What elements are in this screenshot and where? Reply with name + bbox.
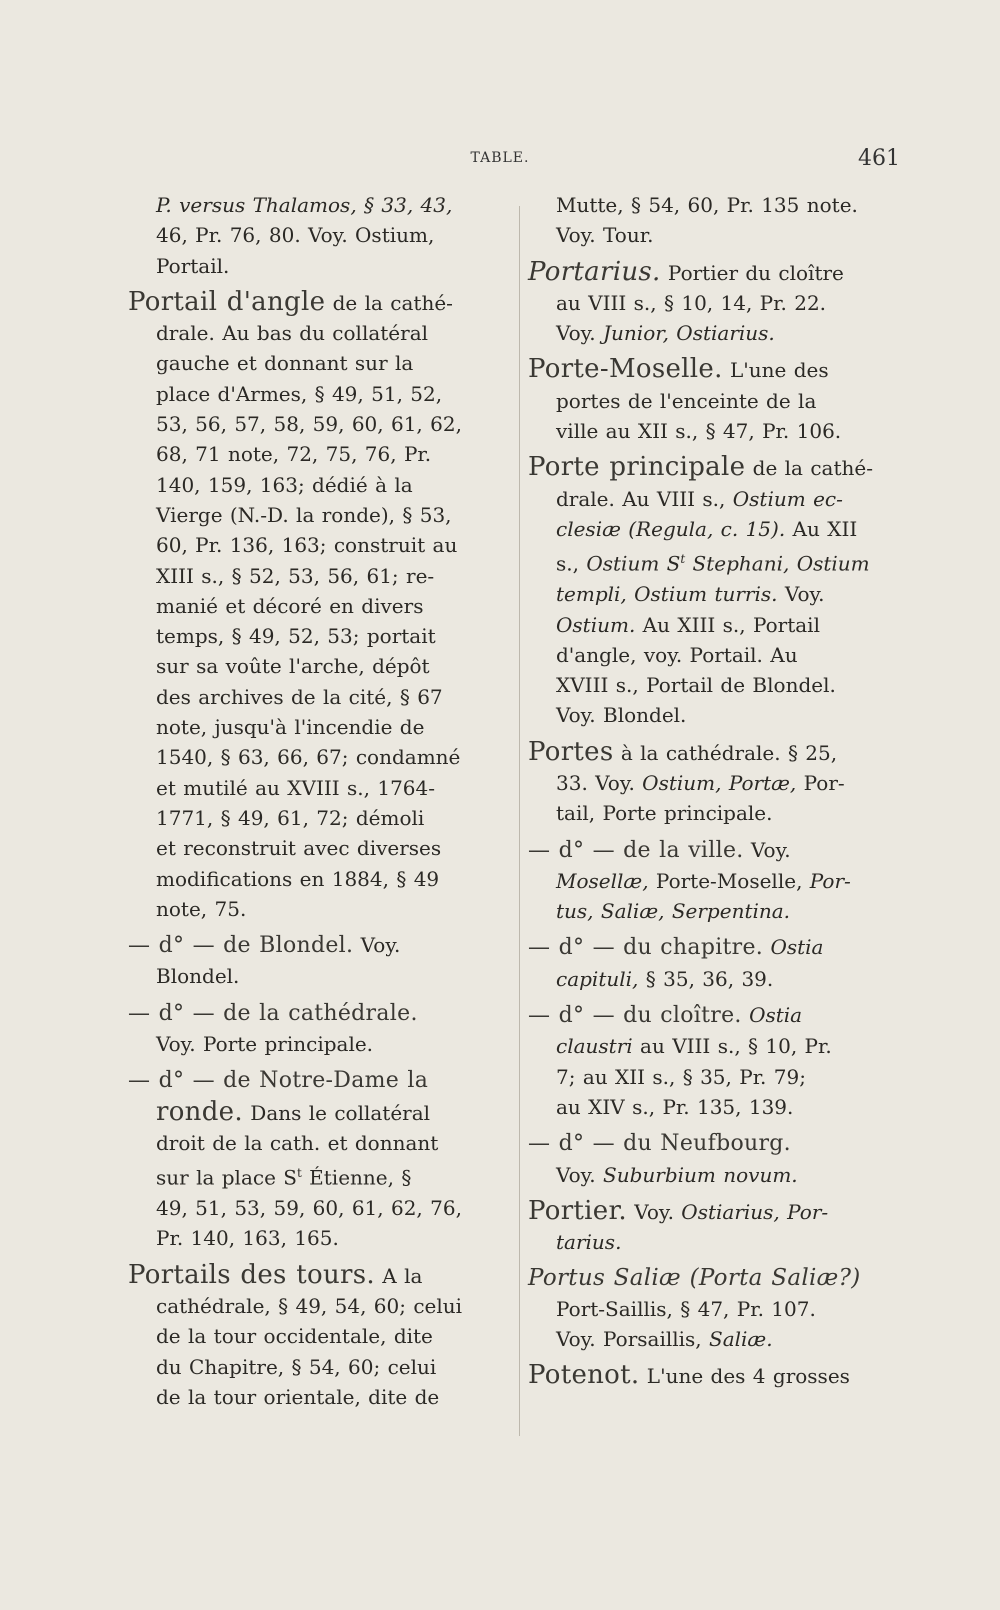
text-line bbox=[528, 1128, 908, 1159]
text-line: Voy. Blondel. bbox=[556, 703, 687, 728]
right-column bbox=[528, 190, 908, 1398]
text-line: gauche et donnant sur la bbox=[156, 351, 414, 376]
text-line: d'angle, voy. Portail. Au bbox=[556, 642, 798, 667]
text-line: Voy. Porte principale. bbox=[156, 1032, 374, 1057]
text-line: Portarius. Portier du cloître bbox=[528, 256, 844, 287]
index-entry bbox=[528, 452, 908, 730]
text-line: 68, 71 note, 72, 75, 76, Pr. bbox=[156, 442, 432, 467]
entry-headword: — d° — du chapitre. bbox=[528, 935, 764, 961]
index-entry bbox=[528, 1196, 908, 1258]
text-line: clesiæ (Regula, c. 15). Au XII bbox=[556, 516, 858, 541]
text-line: Mutte, § 54, 60, Pr. 135 note. bbox=[556, 193, 858, 217]
index-entry bbox=[128, 1065, 490, 1253]
text-line bbox=[128, 1065, 490, 1096]
entry-headword: Portails des tours. bbox=[128, 1259, 375, 1290]
text-line: au XIV s., Pr. 135, 139. bbox=[556, 1094, 794, 1119]
text-line: XVIII s., Portail de Blondel. bbox=[556, 673, 836, 698]
text-line: Portes à la cathédrale. § 25, bbox=[528, 736, 838, 767]
index-entry bbox=[128, 930, 490, 992]
text-line: sur sa voûte l'arche, dépôt bbox=[156, 654, 430, 679]
entry-headword: — d° — du Neufbourg. bbox=[528, 1131, 791, 1157]
text-line: 1771, § 49, 61, 72; démoli bbox=[156, 805, 425, 830]
text-line: templi, Ostium turris. Voy. bbox=[556, 582, 825, 607]
text-line: Portail d'angle de la cathé- bbox=[128, 286, 453, 317]
text-line: Vierge (N.-D. la ronde), § 53, bbox=[156, 502, 452, 527]
text-line: 140, 159, 163; dédié à la bbox=[156, 472, 413, 497]
index-entry bbox=[528, 1128, 908, 1190]
text-line: Ostium. Au XIII s., Portail bbox=[556, 612, 820, 637]
text-line: 1540, § 63, 66, 67; condamné bbox=[156, 745, 461, 770]
page-number: 461 bbox=[858, 146, 900, 171]
index-entry bbox=[528, 835, 908, 927]
text-line: Portail. bbox=[156, 253, 230, 278]
entry-headword: Porte-Moselle. bbox=[528, 354, 723, 385]
text-line: — d° — de la ville. Voy. bbox=[528, 837, 791, 863]
index-entry bbox=[528, 1360, 908, 1391]
continuation-text bbox=[128, 190, 490, 281]
text-line: du Chapitre, § 54, 60; celui bbox=[156, 1354, 437, 1379]
text-line: droit de la cath. et donnant bbox=[156, 1130, 439, 1155]
index-entry bbox=[128, 998, 490, 1060]
left-column bbox=[128, 190, 490, 1418]
text-line: sur la place $S^t$ Étienne, § bbox=[156, 1165, 412, 1190]
text-line: temps, § 49, 52, 53; portait bbox=[156, 624, 436, 649]
text-line: Mosellæ, Porte-Moselle, Por- bbox=[556, 868, 851, 893]
text-line: tail, Porte principale. bbox=[556, 801, 773, 826]
text-line: Voy. Porsaillis, Saliæ. bbox=[556, 1327, 773, 1352]
text-line: Voy. Tour. bbox=[556, 223, 654, 248]
entry-headword: — d° — du cloître. bbox=[528, 1003, 742, 1029]
text-line: Pr. 140, 163, 165. bbox=[156, 1226, 339, 1251]
index-entry bbox=[528, 737, 908, 829]
text-line: Potenot. L'une des 4 grosses bbox=[528, 1360, 850, 1391]
text-line bbox=[128, 998, 490, 1029]
text-line: tus, Saliæ, Serpentina. bbox=[556, 899, 791, 924]
text-line: Voy. Junior, Ostiarius. bbox=[556, 321, 775, 346]
text-line: P. versus Thalamos, § 33, 43, bbox=[156, 193, 453, 217]
text-line: — d° — du chapitre. Ostia bbox=[528, 935, 824, 961]
text-line: XIII s., § 52, 53, 56, 61; re- bbox=[156, 563, 435, 588]
text-line: 33. Voy. Ostium, Portæ, Por- bbox=[556, 771, 845, 795]
text-line: au VIII s., § 10, 14, Pr. 22. bbox=[556, 290, 827, 315]
text-line: cathédrale, § 49, 54, 60; celui bbox=[156, 1294, 463, 1319]
entry-headword: — d° — de Notre-Dame la bbox=[128, 1068, 429, 1094]
header-title: TABLE. bbox=[470, 150, 530, 166]
text-line: — d° — du cloître. Ostia bbox=[528, 1003, 803, 1029]
text-line: ville au XII s., § 47, Pr. 106. bbox=[556, 419, 842, 444]
index-entry bbox=[528, 1263, 908, 1354]
text-line: note, 75. bbox=[156, 896, 247, 921]
text-line: 49, 51, 53, 59, 60, 61, 62, 76, bbox=[156, 1196, 462, 1221]
text-line: Portier. Voy. Ostiarius, Por- bbox=[528, 1195, 829, 1226]
entry-headword: — d° — de Blondel. bbox=[128, 933, 354, 959]
text-line: drale. Au bas du collatéral bbox=[156, 321, 429, 346]
entry-headword: Portail d'angle bbox=[128, 286, 326, 317]
entry-headword: Portes bbox=[528, 736, 614, 767]
text-line: ronde. Dans le collatéral bbox=[156, 1096, 431, 1127]
continuation-text bbox=[528, 190, 908, 251]
entry-headword: — d° — de la ville. bbox=[528, 837, 744, 863]
index-entry bbox=[528, 257, 908, 349]
text-line: place d'Armes, § 49, 51, 52, bbox=[156, 381, 443, 406]
text-line: drale. Au VIII s., Ostium ec- bbox=[556, 486, 843, 511]
text-line: des archives de la cité, § 67 bbox=[156, 684, 443, 709]
text-line: capituli, § 35, 36, 39. bbox=[556, 966, 774, 991]
text-line: s., Ostium $S^t$ Stephani, Ostium bbox=[556, 551, 870, 576]
text-line: note, jusqu'à l'incendie de bbox=[156, 715, 425, 740]
text-line: 46, Pr. 76, 80. Voy. Ostium, bbox=[156, 223, 435, 248]
index-entry bbox=[128, 1260, 490, 1412]
text-line: claustri au VIII s., § 10, Pr. bbox=[556, 1034, 832, 1059]
entry-headword: Portus Saliæ (Porta Saliæ?) bbox=[528, 1265, 861, 1292]
index-entry bbox=[528, 354, 908, 446]
text-line: Blondel. bbox=[156, 964, 240, 989]
text-line: Voy. Suburbium novum. bbox=[556, 1162, 798, 1187]
text-line: et mutilé au XVIII s., 1764- bbox=[156, 775, 435, 800]
entry-headword: Portarius. bbox=[528, 256, 661, 287]
text-line: Portails des tours. A la bbox=[128, 1259, 423, 1290]
text-line: tarius. bbox=[556, 1230, 622, 1255]
entry-headword: Potenot. bbox=[528, 1360, 640, 1391]
entry-headword: Porte principale bbox=[528, 452, 746, 483]
text-line: 53, 56, 57, 58, 59, 60, 61, 62, bbox=[156, 412, 462, 437]
text-line: Port-Saillis, § 47, Pr. 107. bbox=[556, 1296, 816, 1321]
column-divider bbox=[519, 206, 520, 1436]
text-line: manié et décoré en divers bbox=[156, 593, 424, 618]
text-line: Porte-Moselle. L'une des bbox=[528, 354, 829, 385]
text-line: 60, Pr. 136, 163; construit au bbox=[156, 533, 458, 558]
index-entry bbox=[528, 932, 908, 994]
index-entry bbox=[128, 287, 490, 924]
entry-headword: Portier. bbox=[528, 1195, 627, 1226]
text-line: portes de l'enceinte de la bbox=[556, 388, 817, 413]
text-line bbox=[528, 1263, 908, 1293]
text-line: Porte principale de la cathé- bbox=[528, 452, 873, 483]
text-line: de la tour occidentale, dite bbox=[156, 1324, 433, 1349]
entry-headword: — d° — de la cathédrale. bbox=[128, 1000, 418, 1026]
text-line: de la tour orientale, dite de bbox=[156, 1384, 440, 1409]
index-entry bbox=[528, 1000, 908, 1122]
text-line: — d° — de Blondel. Voy. bbox=[128, 933, 401, 959]
text-line: modifications en 1884, § 49 bbox=[156, 866, 440, 891]
text-line: 7; au XII s., § 35, Pr. 79; bbox=[556, 1064, 806, 1089]
text-line: et reconstruit avec diverses bbox=[156, 836, 442, 861]
